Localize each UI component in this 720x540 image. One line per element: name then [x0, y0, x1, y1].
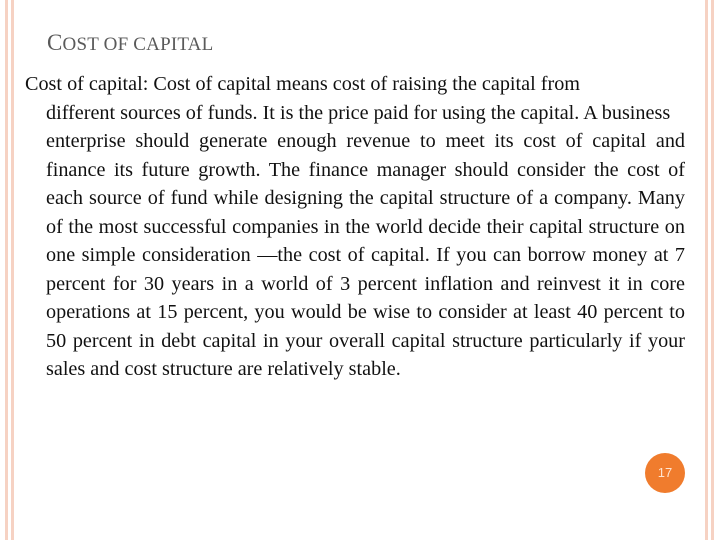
- slide-title: [47, 30, 213, 56]
- right-border-stripe: [705, 0, 708, 540]
- page-number-badge: 17: [645, 453, 685, 493]
- slide-body: [25, 70, 685, 384]
- title-rest: OST OF CAPITAL: [62, 34, 214, 55]
- title-initial: C: [47, 30, 63, 55]
- body-paragraph-2: different sources of funds. It is the price paid for using the capital. A business: [46, 101, 671, 124]
- left-border-stripe: [5, 0, 8, 540]
- left-border-stripe: [11, 0, 14, 540]
- body-paragraph-3: enterprise should generate enough revenue to meet its cost of capital and finance its future growth. The finance manager should consider the cost of each source of fund while designing the capital structure of a company. Many of the most successful companies in the world decide their capital structure on one simple consideration —the cost of capital. If you can borrow money at 7 percent for 30 years in a world of 3 percent inflation and reinvest it in core operations at 15 percent, you would be wise to consider at least 40 percent to 50 percent in debt capital in your overall capital structure particularly if your sales and cost structure are relatively stable.: [46, 130, 685, 380]
- right-border-stripe: [711, 0, 714, 540]
- body-paragraph-1: Cost of capital: Cost of capital means cost of raising the capital from: [25, 73, 581, 95]
